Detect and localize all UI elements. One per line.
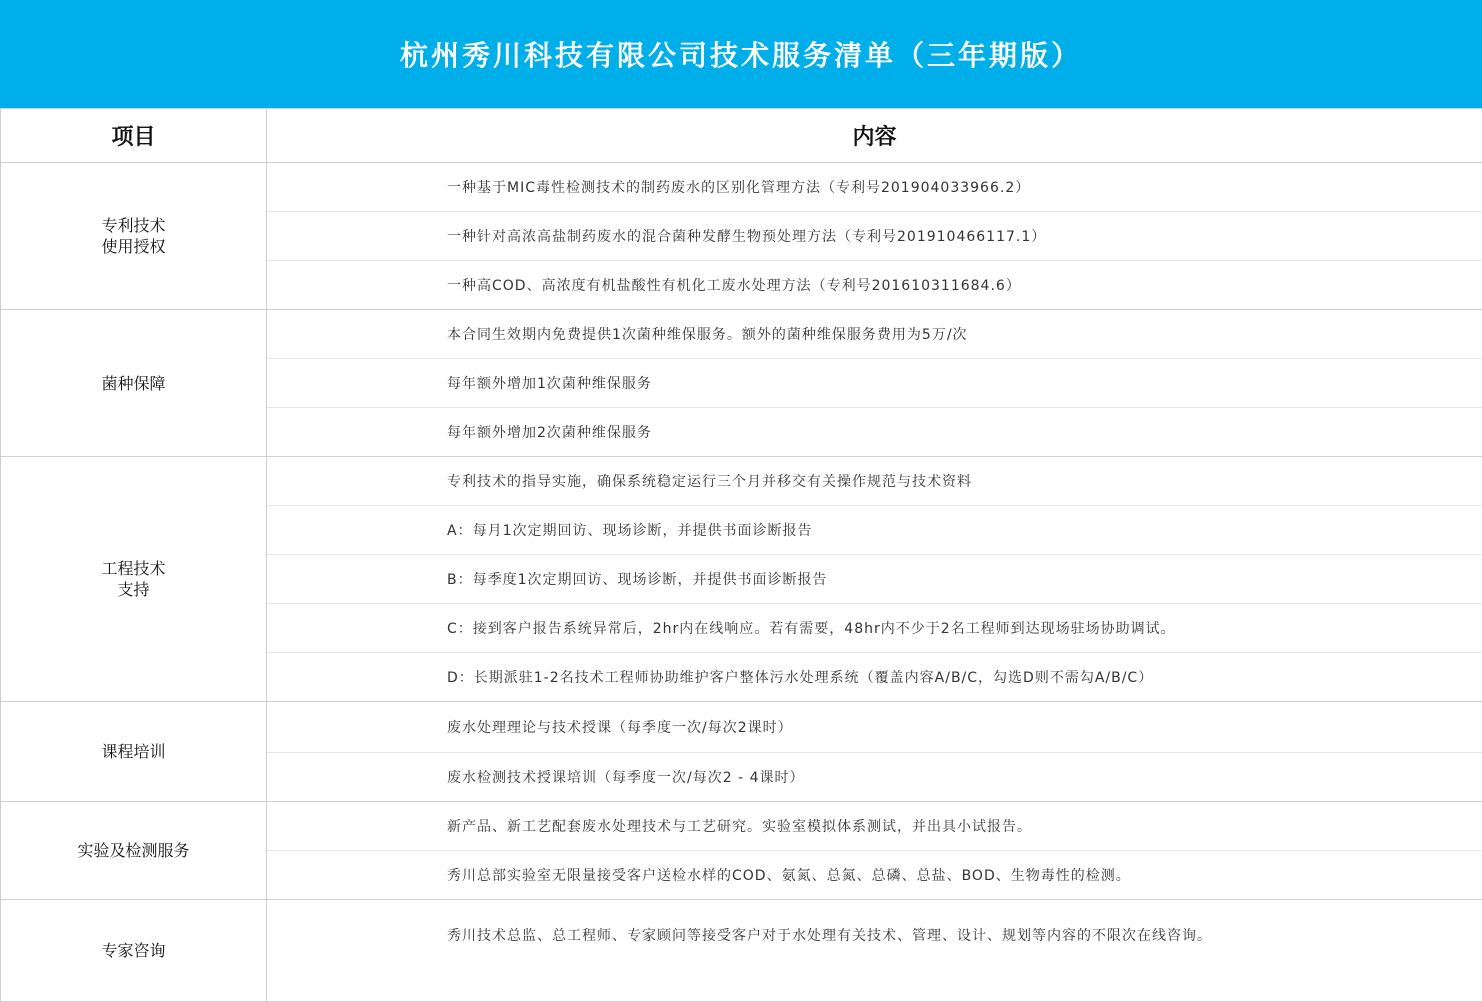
content-cell: C：接到客户报告系统异常后，2hr内在线响应。若有需要，48hr内不少于2名工程师到达现场驻场协助调试。 xyxy=(267,604,1482,653)
item-label-line: 工程技术 xyxy=(1,558,266,579)
content-cell: 每年额外增加2次菌种维保服务 xyxy=(267,408,1482,457)
section-item-expert xyxy=(1,900,267,1002)
table-row xyxy=(1,702,1482,753)
content-cell: 秀川总部实验室无限量接受客户送检水样的COD、氨氮、总氮、总磷、总盐、BOD、生物毒性的检测。 xyxy=(267,851,1482,900)
service-table xyxy=(0,108,1482,1002)
item-label-line: 专利技术 xyxy=(1,215,266,236)
content-cell: 废水处理理论与技术授课（每季度一次/每次2课时） xyxy=(267,702,1482,753)
table-row xyxy=(1,900,1482,1002)
content-cell: 本合同生效期内免费提供1次菌种维保服务。额外的菌种维保服务费用为5万/次 xyxy=(267,310,1482,359)
content-cell: D：长期派驻1-2名技术工程师协助维护客户整体污水处理系统（覆盖内容A/B/C，勾选D则不需勾A/B/C） xyxy=(267,653,1482,702)
section-item-training xyxy=(1,702,267,802)
content-cell: 专利技术的指导实施，确保系统稳定运行三个月并移交有关操作规范与技术资料 xyxy=(267,457,1482,506)
table-row xyxy=(1,163,1482,212)
table-row xyxy=(1,802,1482,851)
page-title: 杭州秀川科技有限公司技术服务清单（三年期版） xyxy=(400,34,1082,74)
content-cell: 秀川技术总监、总工程师、专家顾问等接受客户对于水处理有关技术、管理、设计、规划等内容的不限次在线咨询。 xyxy=(267,900,1482,1002)
item-label-line: 专家咨询 xyxy=(1,940,266,961)
section-item-strain xyxy=(1,310,267,457)
section-item-patent xyxy=(1,163,267,310)
section-item-lab xyxy=(1,802,267,900)
content-cell: 新产品、新工艺配套废水处理技术与工艺研究。实验室模拟体系测试，并出具小试报告。 xyxy=(267,802,1482,851)
item-label-line: 使用授权 xyxy=(1,236,266,257)
item-label-line: 支持 xyxy=(1,579,266,600)
table-row xyxy=(1,457,1482,506)
content-cell: 废水检测技术授课培训（每季度一次/每次2 - 4课时） xyxy=(267,753,1482,802)
header-content: 内容 xyxy=(267,109,1482,163)
content-cell: A：每月1次定期回访、现场诊断，并提供书面诊断报告 xyxy=(267,506,1482,555)
content-cell: 每年额外增加1次菌种维保服务 xyxy=(267,359,1482,408)
content-cell: B：每季度1次定期回访、现场诊断，并提供书面诊断报告 xyxy=(267,555,1482,604)
content-cell: 一种高COD、高浓度有机盐酸性有机化工废水处理方法（专利号201610311684.6） xyxy=(267,261,1482,310)
content-cell: 一种针对高浓高盐制药废水的混合菌种发酵生物预处理方法（专利号201910466117.1） xyxy=(267,212,1482,261)
title-bar xyxy=(0,0,1482,108)
content-cell: 一种基于MIC毒性检测技术的制药废水的区别化管理方法（专利号201904033966.2） xyxy=(267,163,1482,212)
item-label-line: 课程培训 xyxy=(1,741,266,762)
section-item-engineering xyxy=(1,457,267,702)
header-item: 项目 xyxy=(1,109,267,163)
item-label-line: 实验及检测服务 xyxy=(1,840,266,861)
table-row xyxy=(1,310,1482,359)
table-header-row xyxy=(1,109,1482,163)
item-label-line: 菌种保障 xyxy=(1,373,266,394)
